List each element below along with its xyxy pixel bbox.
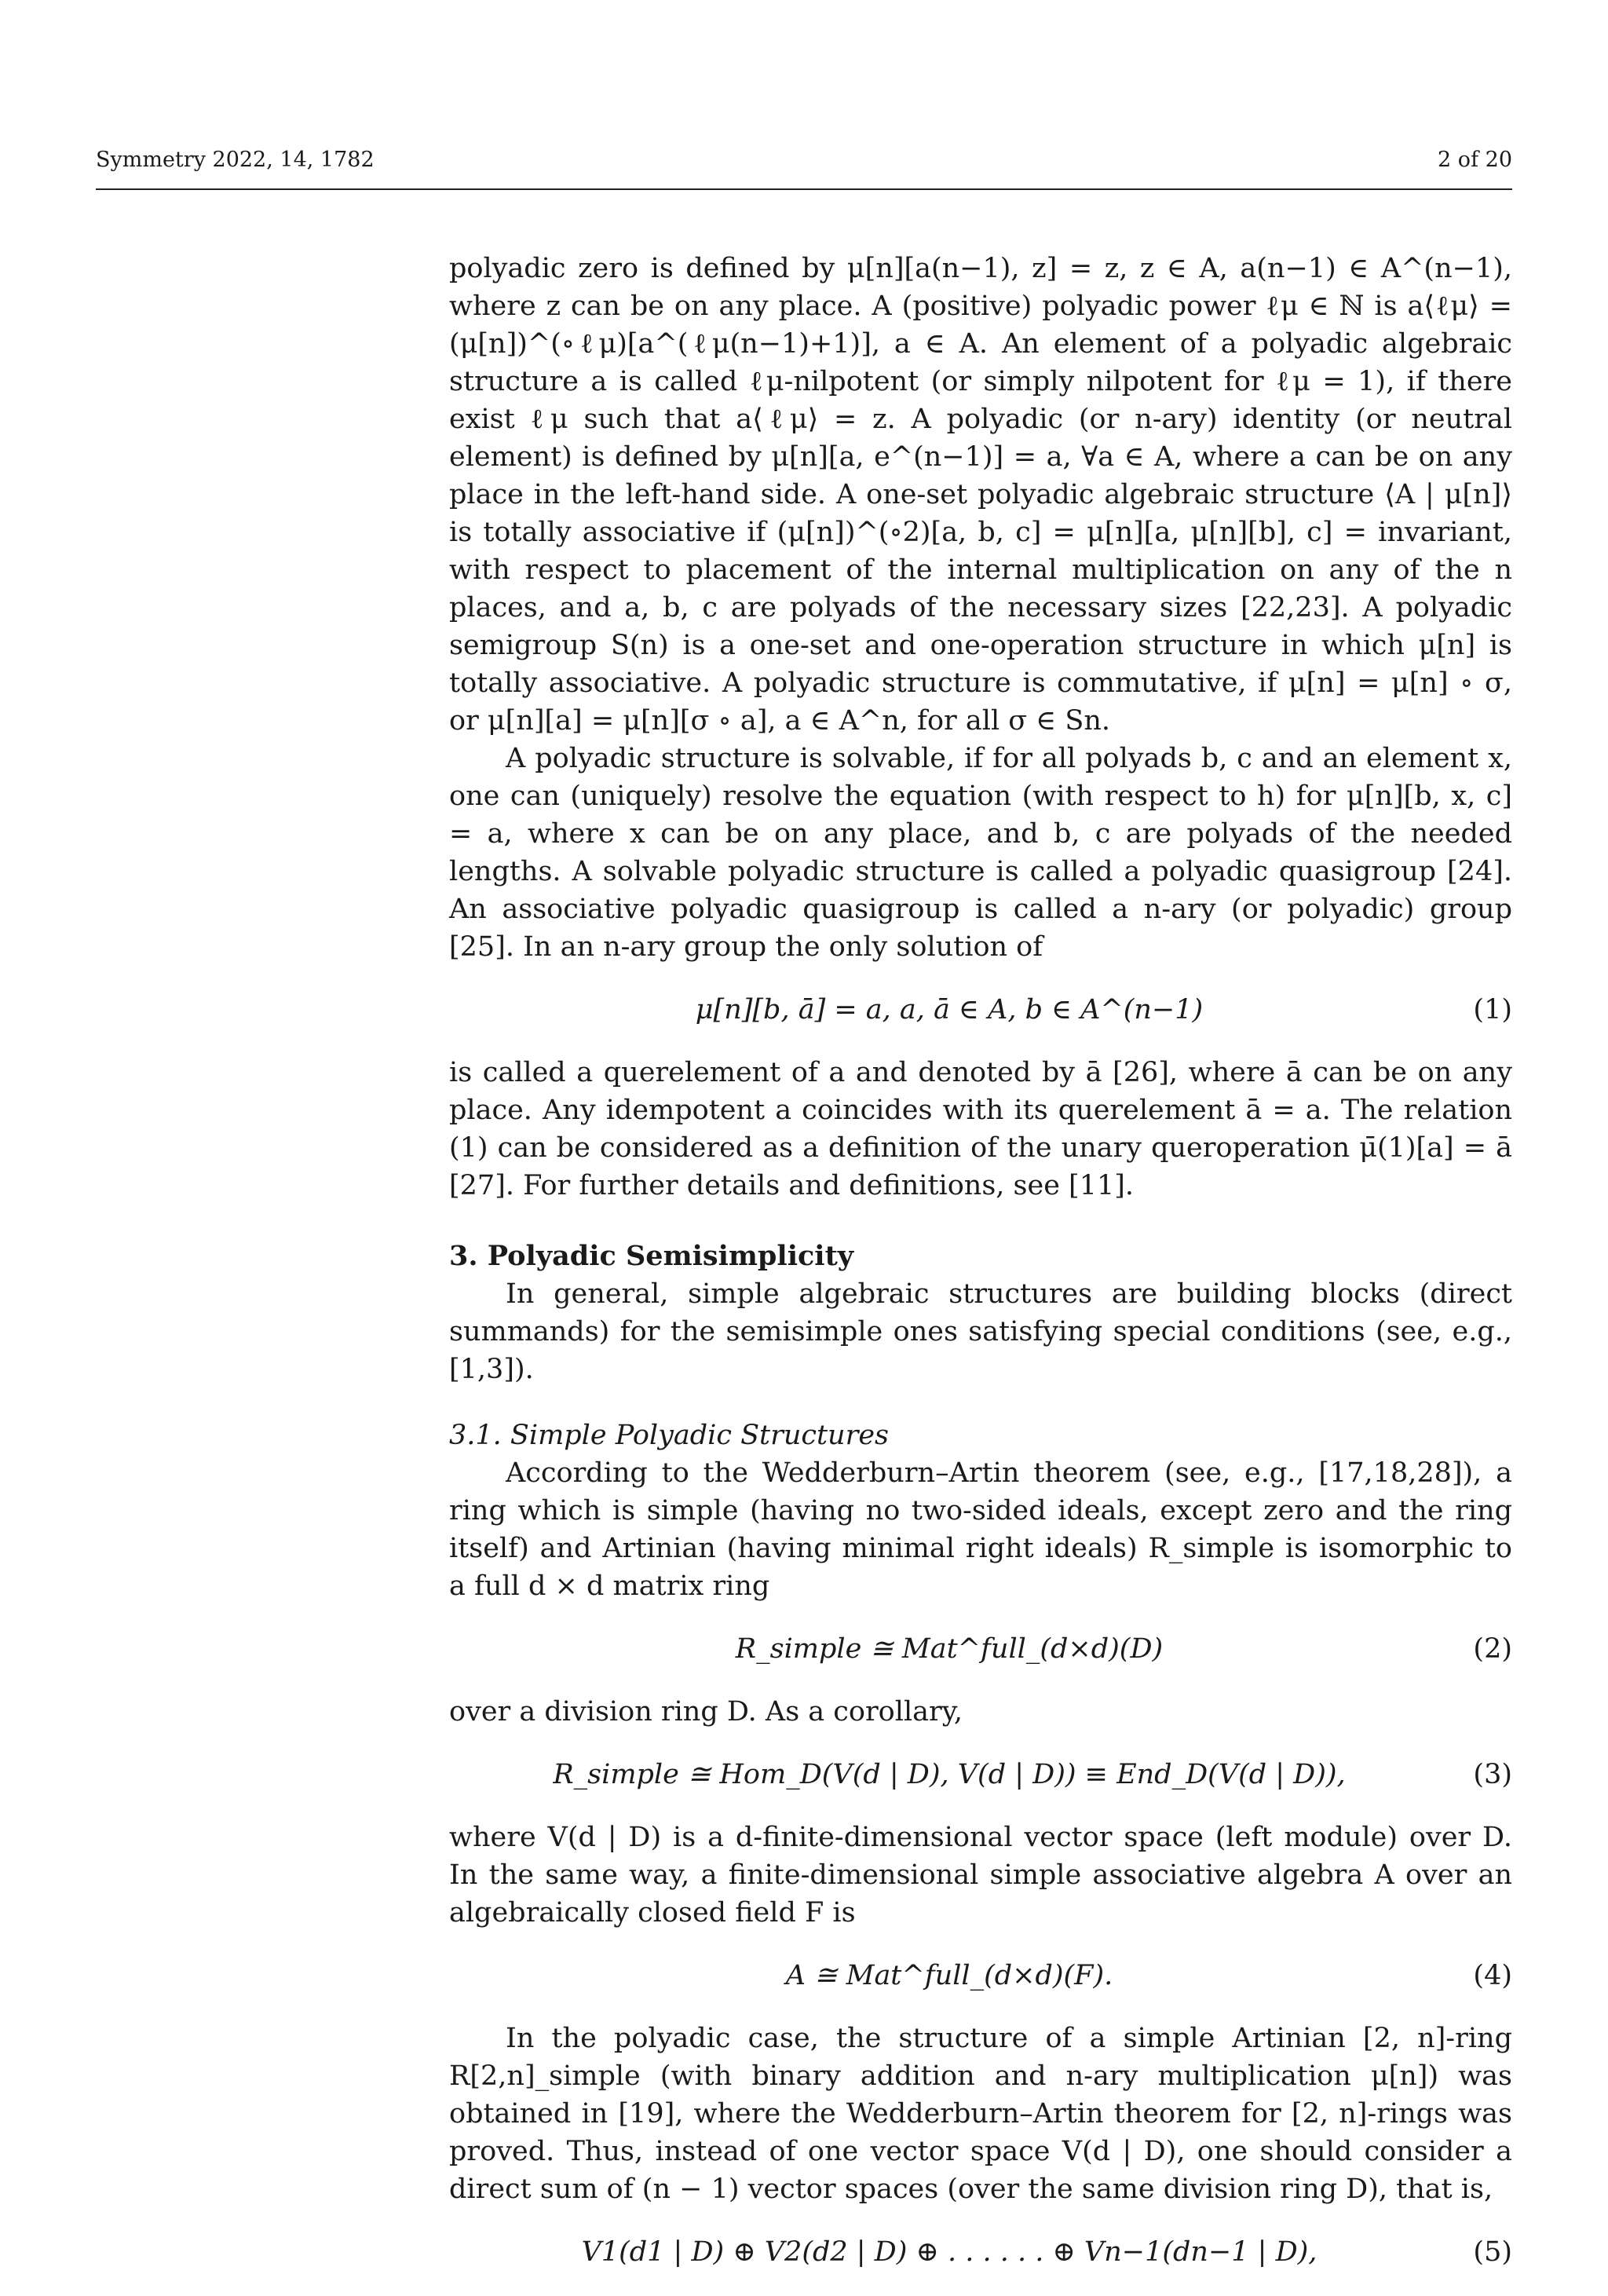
equation-1-body: μ[n][b, ā] = a, a, ā ∈ A, b ∈ A^(n−1) [695, 994, 1204, 1026]
page-body [449, 250, 1512, 2296]
equation-4-number: (4) [1473, 1960, 1512, 1991]
header-rule [96, 188, 1512, 190]
equation-5 [449, 2233, 1512, 2271]
paragraph-semisimplicity-intro: In general, simple algebraic structures are building blocks (direct summands) for the semisimple ones satisfying special conditions (see, e.g., [1,3]). [449, 1278, 1512, 1385]
equation-3 [449, 1756, 1512, 1793]
equation-5-number: (5) [1473, 2236, 1512, 2268]
equation-4-body: A ≅ Mat^full_(d×d)(F). [785, 1960, 1113, 1991]
equation-4 [449, 1957, 1512, 1994]
equation-1 [449, 991, 1512, 1029]
paragraph-polyadic-case: In the polyadic case, the structure of a simple Artinian [2, n]-ring R[2,n]_simple (with binary addition and n-ary multiplication μ[n]) was obtained in [19], where the Wedderburn–Artin theorem for [2, n]-rings was proved. Thus, instead of one vector space V(d | D), one should consider a direct sum of (n − 1) vector spaces (over the same division ring D), that is, [449, 2023, 1512, 2205]
equation-5-body: V1(d1 | D) ⊕ V2(d2 | D) ⊕ . . . . . . ⊕ Vn−1(dn−1 | D), [581, 2236, 1317, 2268]
section-heading: 3. Polyadic Semisimplicity [449, 1240, 854, 1272]
equation-2-number: (2) [1473, 1633, 1512, 1665]
equation-2 [449, 1630, 1512, 1668]
paragraph-vector-space: where V(d | D) is a d-finite-dimensional vector space (left module) over D. In the same way, a finite-dimensional simple associative algebra A over an algebraically closed field F is [449, 1822, 1512, 1929]
paragraph-wedderburn-artin: According to the Wedderburn–Artin theorem (see, e.g., [17,18,28]), a ring which is simple (having no two-sided ideals, except zero and the ring itself) and Artinian (having minimal right ideals) R_simple is isomorphic to a full d × d matrix ring [449, 1457, 1512, 1602]
paragraph-polyadic-definitions: polyadic zero is defined by μ[n][a(n−1), z] = z, z ∈ A, a(n−1) ∈ A^(n−1), where z can be on any place. A (positive) polyadic power ℓμ ∈ ℕ is a⟨ℓμ⟩ = (μ[n])^(∘ℓμ)[a^(ℓμ(n−1)+1)], a ∈ A. An element of a polyadic algebraic structure a is called ℓμ-nilpotent (or simply nilpotent for ℓμ = 1), if there exist ℓμ such that a⟨ℓμ⟩ = z. A polyadic (or n-ary) identity (or neutral element) is defined by μ[n][a, e^(n−1)] = a, ∀a ∈ A, where a can be on any place in the left-hand side. A one-set polyadic algebraic structure ⟨A | μ[n]⟩ is totally associative if (μ[n])^(∘2)[a, b, c] = μ[n][a, μ[n][b], c] = invariant, with respect to placement of the internal multiplication on any of the n places, and a, b, c are polyads of the necessary sizes [22,23]. A polyadic semigroup S(n) is a one-set and one-operation structure in which μ[n] is totally associative. A polyadic structure is commutative, if μ[n] = μ[n] ∘ σ, or μ[n][a] = μ[n][σ ∘ a], a ∈ A^n, for all σ ∈ Sn. [449, 253, 1512, 737]
equation-2-body: R_simple ≅ Mat^full_(d×d)(D) [735, 1633, 1164, 1665]
paragraph-corollary: over a division ring D. As a corollary, [449, 1696, 963, 1727]
running-header-journal: Symmetry 2022, 14, 1782 [96, 148, 375, 172]
equation-3-number: (3) [1473, 1759, 1512, 1790]
paragraph-solvable: A polyadic structure is solvable, if for all polyads b, c and an element x, one can (uniquely) resolve the equation (with respect to h) for μ[n][b, x, c] = a, where x can be on any place, and b, c are polyads of the needed lengths. A solvable polyadic structure is called a polyadic quasigroup [24]. An associative polyadic quasigroup is called a n-ary (or polyadic) group [25]. In an n-ary group the only solution of [449, 743, 1512, 963]
running-header-page: 2 of 20 [1438, 148, 1512, 172]
subsection-heading: 3.1. Simple Polyadic Structures [449, 1420, 889, 1451]
paragraph-querelement: is called a querelement of a and denoted by ā [26], where ā can be on any place. Any idempotent a coincides with its querelement ā = a. The relation (1) can be considered as a definition of the unary queroperation μ̄(1)[a] = ā [27]. For further details and definitions, see [11]. [449, 1057, 1512, 1201]
equation-3-body: R_simple ≅ Hom_D(V(d | D), V(d | D)) ≡ End_D(V(d | D)), [553, 1759, 1346, 1790]
equation-1-number: (1) [1473, 994, 1512, 1026]
